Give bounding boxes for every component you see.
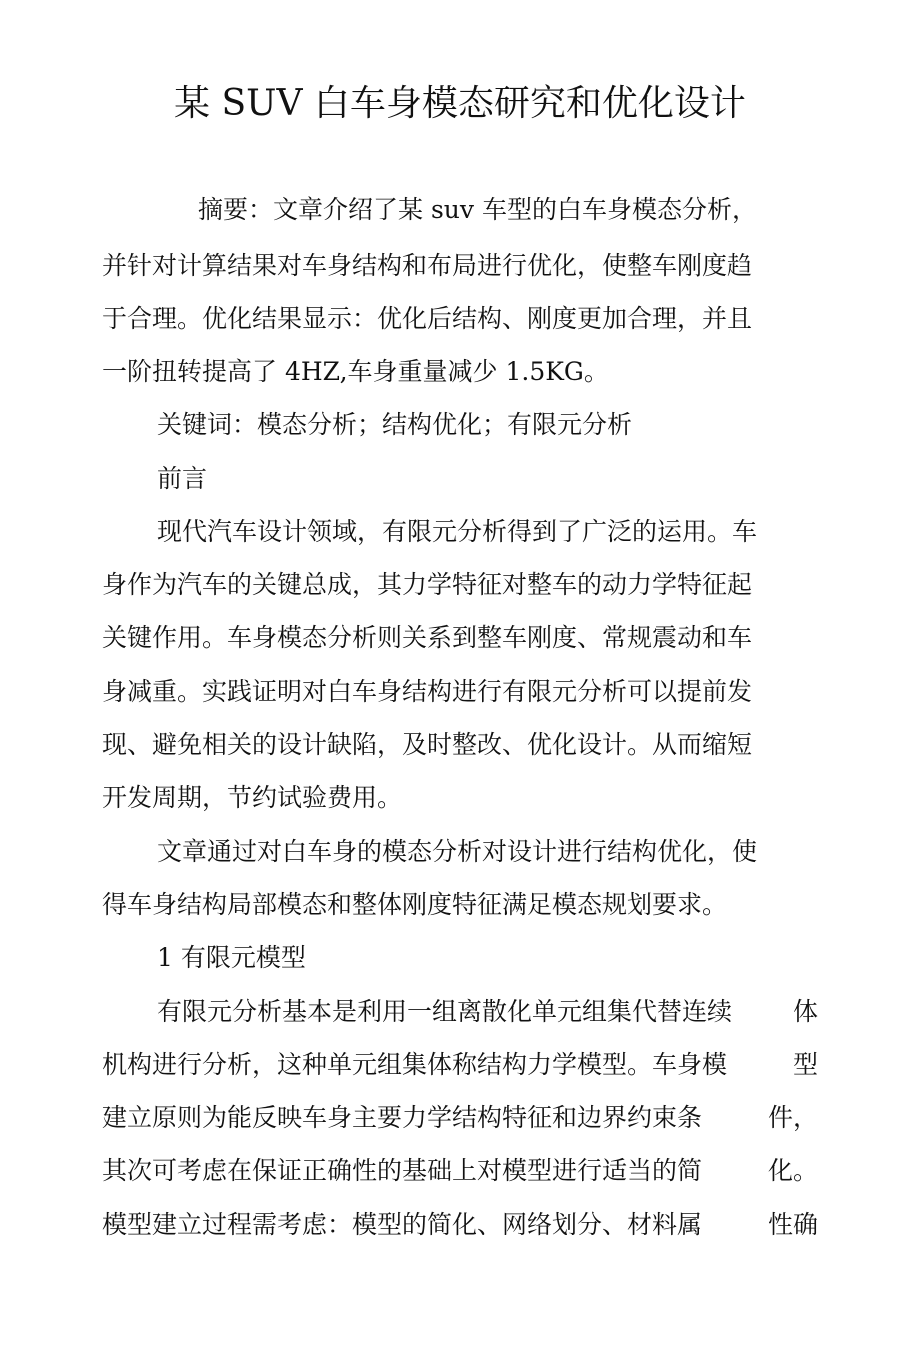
paragraph-line: 得车身结构局部模态和整体刚度特征满足模态规划要求。	[102, 890, 728, 919]
paragraph-line: 身作为汽车的关键总成，其力学特征对整车的动力学特征起	[102, 570, 753, 599]
abstract-line-1: 摘要：文章介绍了某 suv 车型的白车身模态分析，	[198, 195, 757, 224]
abstract-line-2: 并针对计算结果对车身结构和布局进行优化，使整车刚度趋	[102, 251, 753, 280]
line-tail: 化。	[767, 1156, 818, 1185]
line-text: 其次可考虑在保证正确性的基础上对模型进行适当的简	[102, 1156, 703, 1185]
document-title: 某 SUV 白车身模态研究和优化设计	[174, 83, 746, 124]
keywords-line: 关键词：模态分析；结构优化；有限元分析	[157, 410, 633, 439]
abstract-line-4: 一阶扭转提高了 4HZ,车身重量减少 1.5KG。	[102, 357, 609, 386]
paragraph-line	[102, 1100, 818, 1136]
section-heading: 1 有限元模型	[157, 943, 306, 972]
paragraph-line: 开发周期，节约试验费用。	[102, 783, 403, 812]
paragraph-line	[102, 1047, 818, 1083]
paragraph-line: 身减重。实践证明对白车身结构进行有限元分析可以提前发	[102, 677, 753, 706]
paragraph-line: 文章通过对白车身的模态分析对设计进行结构优化，使	[157, 837, 758, 866]
paragraph-line: 现、避免相关的设计缺陷，及时整改、优化设计。从而缩短	[102, 730, 753, 759]
line-tail: 型	[792, 1050, 818, 1079]
preface-heading: 前言	[157, 464, 208, 493]
line-text: 有限元分析基本是利用一组离散化单元组集代替连续	[157, 997, 733, 1026]
paragraph-line: 现代汽车设计领域，有限元分析得到了广泛的运用。车	[157, 517, 758, 546]
abstract-line-3: 于合理。优化结果显示：优化后结构、刚度更加合理，并且	[102, 304, 753, 333]
paragraph-line: 关键作用。车身模态分析则关系到整车刚度、常规震动和车	[102, 623, 753, 652]
paragraph-line	[157, 994, 818, 1030]
line-text: 机构进行分析，这种单元组集体称结构力学模型。车身模	[102, 1050, 728, 1079]
paragraph-line	[102, 1207, 818, 1243]
line-text: 模型建立过程需考虑：模型的简化、网络划分、材料属	[102, 1210, 703, 1239]
line-tail: 性确	[767, 1210, 818, 1239]
line-text: 建立原则为能反映车身主要力学结构特征和边界约束条	[102, 1103, 703, 1132]
line-tail: 件，	[767, 1103, 818, 1132]
line-tail: 体	[792, 997, 818, 1026]
paragraph-line	[102, 1153, 818, 1189]
